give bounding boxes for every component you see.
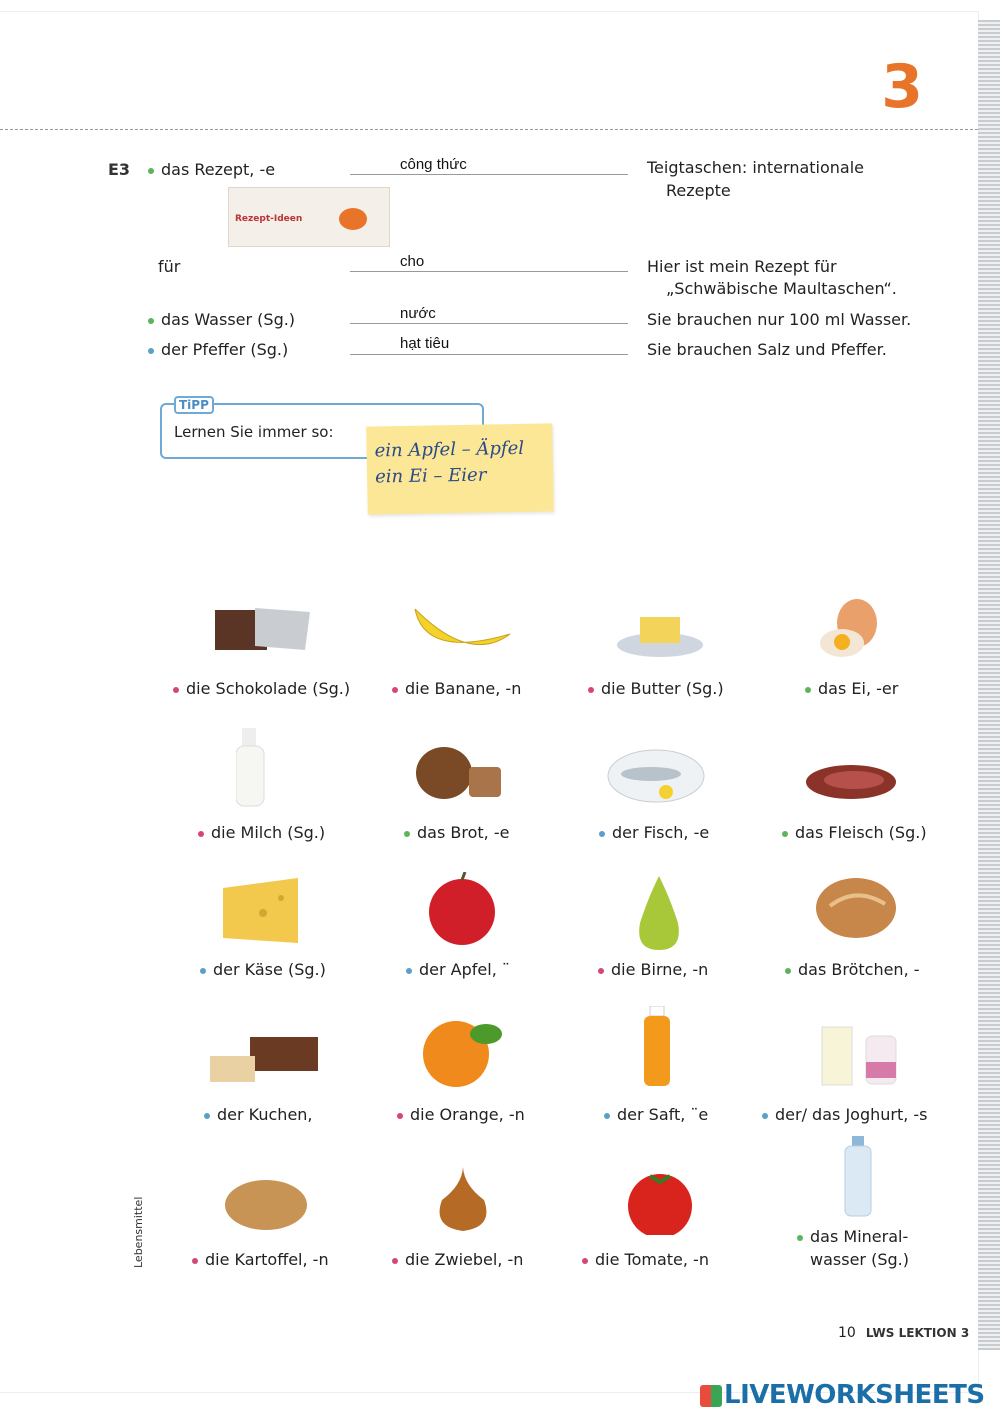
header-divider — [0, 129, 978, 130]
tipp-text: Lernen Sie immer so: — [174, 423, 334, 441]
apple-image — [425, 872, 500, 947]
blue-dot-icon — [762, 1113, 768, 1119]
answer-input[interactable]: công thức — [400, 156, 467, 173]
lesson-label: LWS LEKTION 3 — [865, 1326, 970, 1340]
recipe-thumb-title: Rezept-Ideen — [235, 214, 303, 224]
speech-bubble-icon — [339, 208, 367, 230]
green-dot-icon — [404, 831, 410, 837]
brand-text: LIVEWORKSHEETS — [724, 1380, 985, 1410]
answer-line — [350, 323, 628, 324]
food-label: die Zwiebel, -n — [392, 1250, 523, 1269]
food-label: das Brot, -e — [404, 823, 509, 842]
pink-dot-icon — [173, 687, 179, 693]
fish-image — [606, 748, 706, 804]
food-label: die Birne, -n — [598, 960, 708, 979]
cheese-image — [223, 878, 301, 948]
food-label: die Tomate, -n — [582, 1250, 709, 1269]
example-sentence: Hier ist mein Rezept für — [647, 257, 837, 276]
meat-image — [804, 763, 899, 801]
note-line: ein Ei – Eier — [374, 464, 487, 488]
food-label: der Saft, ¨e — [604, 1105, 708, 1124]
note-line: ein Apfel – Äpfel — [374, 437, 525, 462]
pink-dot-icon — [582, 1258, 588, 1264]
milk-image — [236, 728, 268, 808]
food-label: der Apfel, ¨ — [406, 960, 510, 979]
vocab-word: für — [158, 257, 181, 276]
green-dot-icon — [785, 968, 791, 974]
food-label: das Fleisch (Sg.) — [782, 823, 927, 842]
example-sentence: Rezepte — [666, 181, 731, 200]
pink-dot-icon — [198, 831, 204, 837]
answer-line — [350, 174, 628, 175]
butter-image — [615, 605, 705, 660]
green-dot-icon — [805, 687, 811, 693]
liveworksheets-logo-icon — [700, 1385, 722, 1407]
food-label: die Milch (Sg.) — [198, 823, 325, 842]
egg-image — [812, 598, 892, 660]
green-dot-icon — [797, 1235, 803, 1241]
bread-roll-image — [815, 876, 897, 941]
food-label: der Kuchen, — [204, 1105, 313, 1124]
blue-dot-icon — [148, 348, 154, 354]
blue-dot-icon — [204, 1113, 210, 1119]
water-bottle-image — [843, 1136, 873, 1218]
banana-image — [410, 604, 515, 664]
orange-image — [420, 1016, 505, 1088]
food-label: der/ das Joghurt, -s — [762, 1105, 928, 1124]
chapter-number: 3 — [881, 52, 923, 122]
pink-dot-icon — [192, 1258, 198, 1264]
page-edge-stripe — [978, 20, 1000, 1350]
page-footer — [838, 1325, 969, 1341]
answer-line — [350, 271, 628, 272]
onion-image — [432, 1165, 494, 1235]
food-label: der Käse (Sg.) — [200, 960, 326, 979]
tomato-image — [624, 1170, 696, 1235]
pink-dot-icon — [392, 687, 398, 693]
cake-image — [210, 1032, 320, 1084]
example-sentence: „Schwäbische Maultaschen“. — [666, 279, 897, 298]
food-label: die Kartoffel, -n — [192, 1250, 329, 1269]
answer-line — [350, 354, 628, 355]
bread-image — [414, 745, 504, 803]
example-sentence: Teigtaschen: internationale — [647, 158, 864, 177]
pink-dot-icon — [392, 1258, 398, 1264]
food-label: die Orange, -n — [397, 1105, 525, 1124]
food-label: das Mineral- — [797, 1227, 908, 1246]
pear-image — [630, 868, 688, 953]
vocab-word: das Wasser (Sg.) — [148, 310, 295, 329]
pink-dot-icon — [588, 687, 594, 693]
vocab-word: der Pfeffer (Sg.) — [148, 340, 288, 359]
chocolate-image — [215, 606, 310, 654]
food-label: die Schokolade (Sg.) — [173, 679, 350, 698]
green-dot-icon — [148, 318, 154, 324]
answer-input[interactable]: cho — [400, 253, 425, 270]
juice-image — [644, 1006, 672, 1088]
food-label: der Fisch, -e — [599, 823, 709, 842]
food-label: die Butter (Sg.) — [588, 679, 724, 698]
blue-dot-icon — [599, 831, 605, 837]
brand-logo[interactable] — [700, 1380, 985, 1410]
tipp-tag: TiPP — [174, 396, 214, 414]
sticky-note — [366, 423, 554, 514]
blue-dot-icon — [200, 968, 206, 974]
example-sentence: Sie brauchen nur 100 ml Wasser. — [647, 310, 912, 329]
page-number: 10 — [838, 1325, 856, 1341]
yogurt-image — [818, 1022, 900, 1088]
food-label-continued: wasser (Sg.) — [810, 1250, 909, 1269]
food-label: die Banane, -n — [392, 679, 521, 698]
green-dot-icon — [782, 831, 788, 837]
section-label: E3 — [108, 160, 131, 179]
potato-image — [224, 1178, 308, 1232]
pink-dot-icon — [397, 1113, 403, 1119]
food-label: das Brötchen, - — [785, 960, 920, 979]
pink-dot-icon — [598, 968, 604, 974]
answer-input[interactable]: hạt tiêu — [400, 335, 450, 352]
blue-dot-icon — [604, 1113, 610, 1119]
blue-dot-icon — [406, 968, 412, 974]
recipe-thumbnail — [228, 187, 390, 247]
green-dot-icon — [148, 168, 154, 174]
example-sentence: Sie brauchen Salz und Pfeffer. — [647, 340, 887, 359]
answer-input[interactable]: nước — [400, 305, 436, 322]
vocab-word: das Rezept, -e — [148, 160, 275, 179]
side-label: Lebensmittel — [132, 1196, 145, 1268]
food-label: das Ei, -er — [805, 679, 898, 698]
